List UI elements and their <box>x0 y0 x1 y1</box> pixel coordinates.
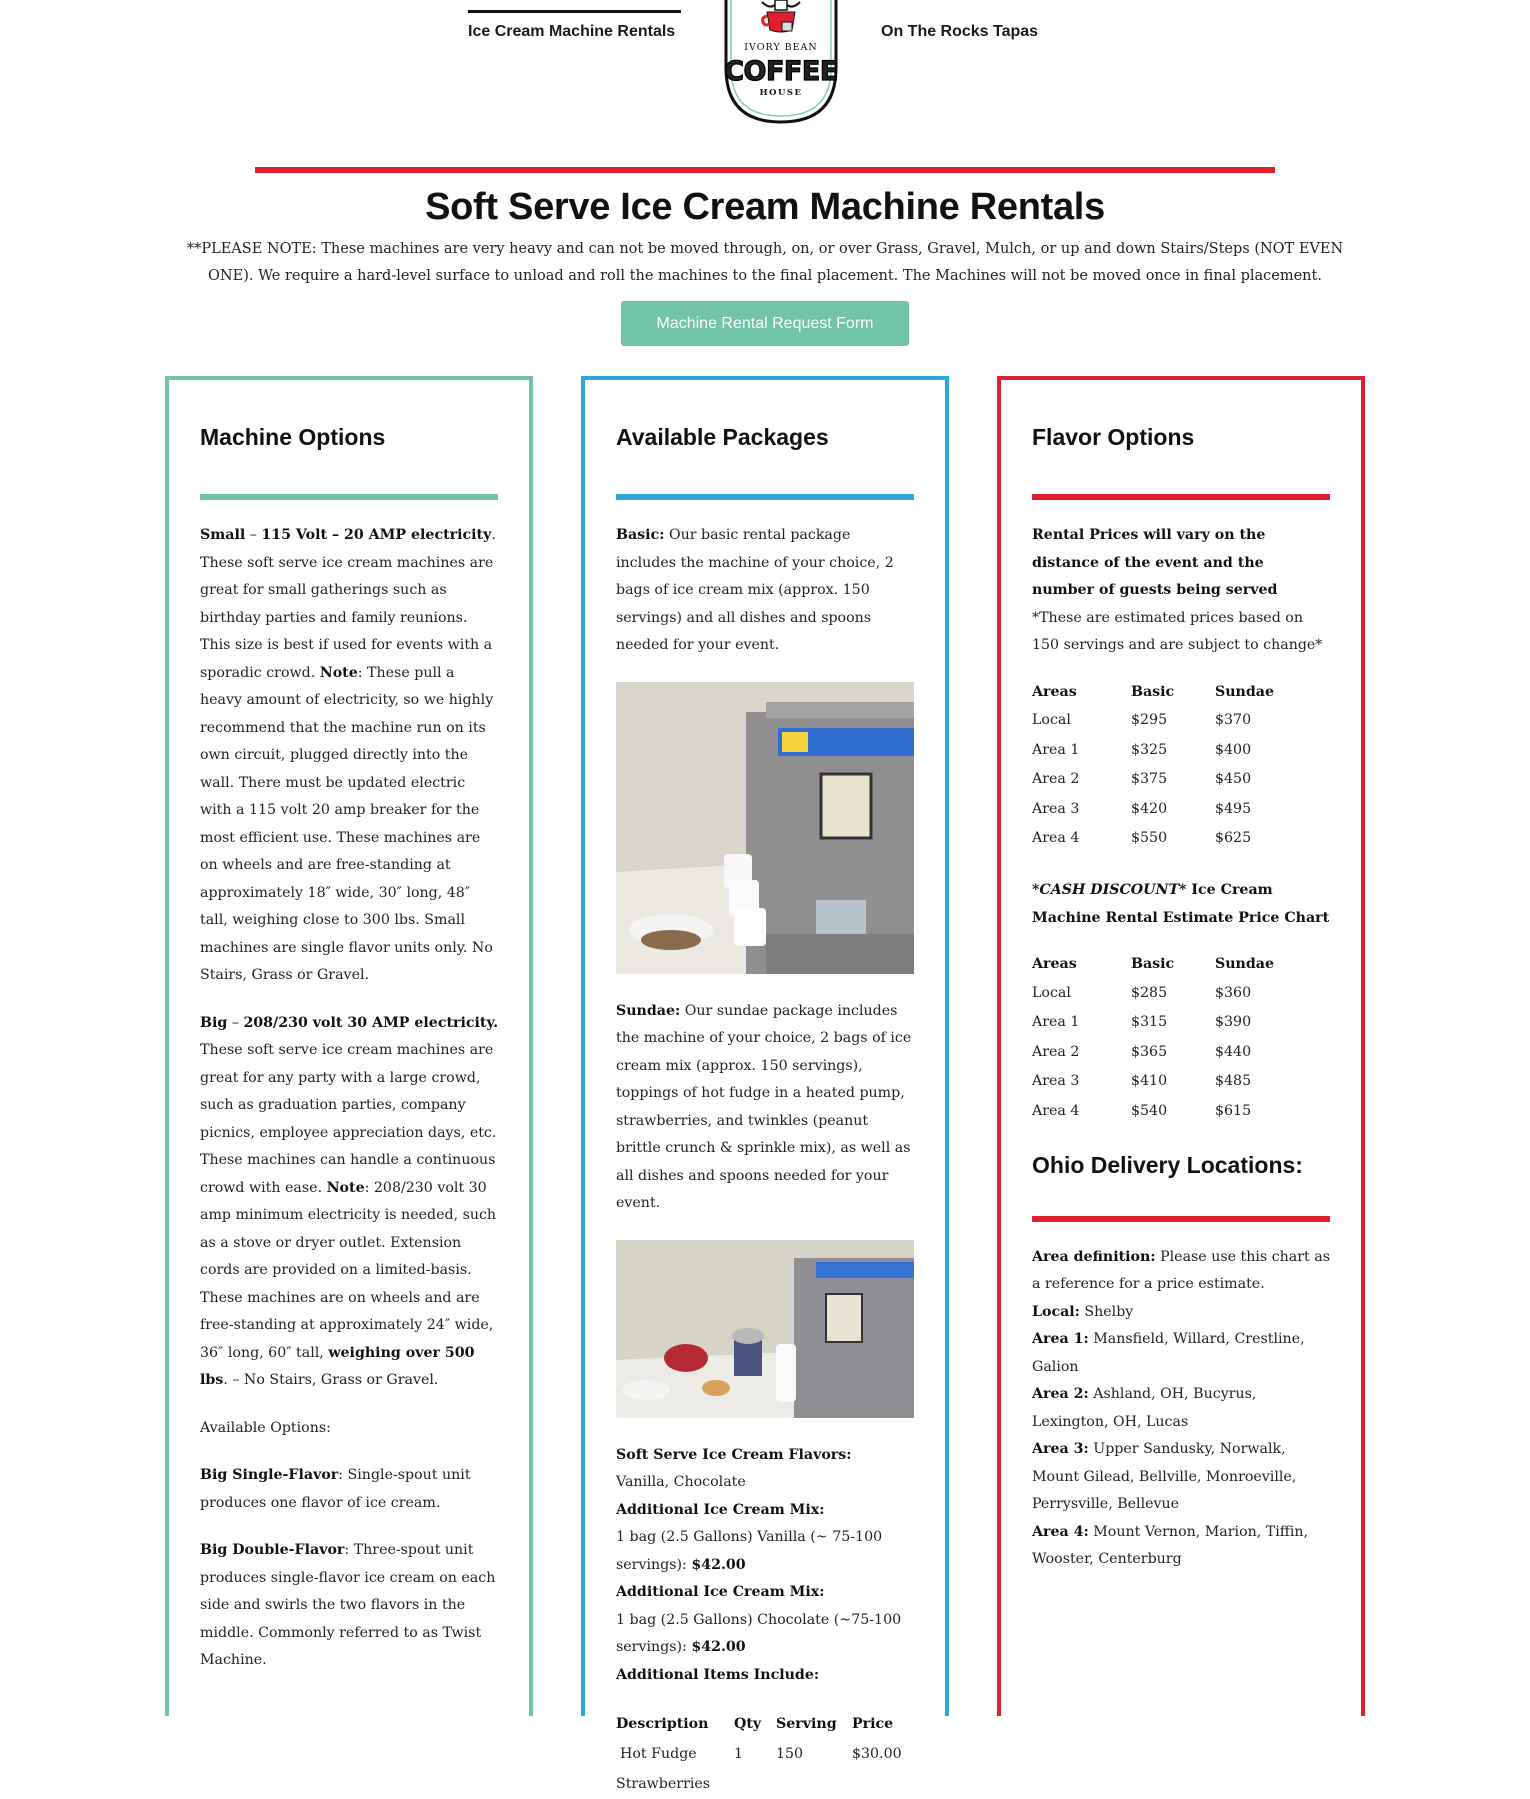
table-header-row: Areas Basic Sundae <box>1032 683 1275 700</box>
table-row: Local $285 $360 <box>1032 984 1252 1001</box>
coffee-cup-icon <box>718 0 844 124</box>
additional-items-table <box>616 1709 914 1799</box>
standard-price-table <box>1032 678 1330 854</box>
single-flavor-option: Big Single-Flavor: Single-spout unit produces one flavor of ice cream. <box>200 1467 471 1511</box>
sundae-package-description: Sundae: Our sundae package includes the machine of your choice, 2 bags of ice cream mix (approx. 150 servings), toppings of hot fudge in a heated pump, strawberries, and twinkles (peanut brittle crunch & sprinkle mix), as well as all dishes and spoons needed for your event. <box>616 1002 912 1211</box>
small-machine-description: Small – 115 Volt – 20 AMP electricity. These soft serve ice cream machines are great for small gatherings such as birthday parties and family reunions. This size is best if used for events with a sporadic crowd. Note: These pull a heavy amount of electricity, so we highly recommend that the machine run on its own circuit, plugged directly into the wall. There must be updated electric with a 115 volt 20 amp breaker for the most efficient use. These machines are on wheels and are free-standing at approximately 18″ wide, 30″ long, 48″ tall, weighing close to 300 lbs. Small machines are single flavor units only. No Stairs, Grass or Gravel. <box>200 527 496 983</box>
section-heading: Available Packages <box>616 424 829 450</box>
table-row: Area 1 $315 $390 <box>1032 1014 1252 1031</box>
flavors-label: Soft Serve Ice Cream Flavors: <box>616 1446 852 1463</box>
divider <box>200 494 498 500</box>
divider <box>1032 494 1330 500</box>
available-options-label: Available Options: <box>200 1419 331 1436</box>
location-area-2: Area 2: Ashland, OH, Bucyrus, Lexington, OH, Lucas <box>1032 1386 1257 1430</box>
basic-package-photo <box>616 682 914 974</box>
svg-text:COFFEE: COFFEE <box>724 56 838 87</box>
section-heading: Machine Options <box>200 424 386 450</box>
location-area-3: Area 3: Upper Sandusky, Norwalk, Mount Gilead, Bellville, Monroeville, Perrysville, Bellevue <box>1032 1441 1297 1512</box>
nav-label: Ice Cream Machine Rentals <box>468 23 676 40</box>
svg-text:HOUSE: HOUSE <box>759 88 803 98</box>
nav-item-on-the-rocks[interactable] <box>881 0 1041 41</box>
page-title: Soft Serve Ice Cream Machine Rentals <box>425 186 1105 228</box>
cash-discount-heading: *CASH DISCOUNT* Ice Cream Machine Rental Estimate Price Chart <box>1032 882 1330 926</box>
basic-package-description: Basic: Our basic rental package includes the machine of your choice, 2 bags of ice cream mix (approx. 150 servings) and all dishes and spoons needed for your event. <box>616 527 894 653</box>
please-note-text: **PLEASE NOTE: These machines are very heavy and can not be moved through, on, or over Grass, Gravel, Mulch, or up and down Stairs/Steps (NOT EVEN ONE). We require a hard-level surface to unload and roll the machines to the final placement. The Machines will not be moved once in final placement. <box>186 241 1344 284</box>
mix1-description: 1 bag (2.5 Gallons) Vanilla (~ 75-100 servings): $42.00 <box>616 1529 883 1573</box>
big-machine-description: Big – 208/230 volt 30 AMP electricity. These soft serve ice cream machines are great for any party with a large crowd, such as graduation parties, company picnics, employee appreciation days, etc. These machines can handle a continuous crowd with ease. Note: 208/230 volt 30 amp minimum electricity is needed, such as a stove or dryer outlet. Extension cords are provided on a limited-basis. These machines are on wheels and are free-standing at approximately 24″ wide, 36″ long, 60″ tall, weighing over 500 lbs. – No Stairs, Grass or Gravel. <box>200 1014 499 1388</box>
machine-options-card <box>165 376 533 1716</box>
delivery-locations-heading: Ohio Delivery Locations: <box>1032 1151 1303 1178</box>
mix2-label: Additional Ice Cream Mix: <box>616 1584 825 1600</box>
sundae-package-photo <box>616 1240 914 1418</box>
available-packages-card <box>581 376 949 1792</box>
double-flavor-option: Big Double-Flavor: Three-spout unit produces single-flavor ice cream on each side and swirls the two flavors in the middle. Commonly referred to as Twist Machine. <box>200 1542 496 1668</box>
mix2-description: 1 bag (2.5 Gallons) Chocolate (~75-100 servings): $42.00 <box>616 1611 902 1655</box>
additional-items-label: Additional Items Include: <box>616 1666 820 1683</box>
table-row: Area 2 $375 $450 <box>1032 771 1252 788</box>
table-row: Area 4 $540 $615 <box>1032 1102 1252 1119</box>
flavors-list: Vanilla, Chocolate <box>616 1474 746 1490</box>
divider <box>1032 1216 1330 1222</box>
active-indicator <box>468 10 681 13</box>
nav-item-ice-cream-rentals[interactable] <box>468 0 681 41</box>
location-area-4: Area 4: Mount Vernon, Marion, Tiffin, Wooster, Centerburg <box>1032 1523 1309 1567</box>
svg-text:IVORY BEAN: IVORY BEAN <box>744 42 818 53</box>
section-heading: Flavor Options <box>1032 424 1195 450</box>
location-area-1: Area 1: Mansfield, Willard, Crestline, Galion <box>1032 1331 1305 1375</box>
machine-rental-request-button[interactable]: Machine Rental Request Form <box>621 301 909 346</box>
table-row: Area 1 $325 $400 <box>1032 741 1252 758</box>
table-row: Area 2 $365 $440 <box>1032 1043 1252 1060</box>
table-row: Local $295 $370 <box>1032 712 1252 729</box>
cash-discount-price-table <box>1032 950 1330 1126</box>
mix1-label: Additional Ice Cream Mix: <box>616 1501 825 1518</box>
pricing-note: *These are estimated prices based on 150 servings and are subject to change* <box>1032 609 1323 653</box>
divider <box>616 494 914 500</box>
table-row: Strawberries <box>616 1776 711 1792</box>
area-definition: Area definition: Please use this chart as a reference for a price estimate. <box>1032 1248 1330 1292</box>
divider <box>255 167 1275 173</box>
flavor-options-card <box>997 376 1365 1716</box>
table-row: Hot Fudge 1 150 $30.00 <box>620 1746 902 1762</box>
table-header-row: Description Qty Serving Price <box>616 1716 894 1732</box>
table-row: Area 3 $420 $495 <box>1032 800 1252 817</box>
ivory-bean-logo[interactable] <box>718 0 844 124</box>
table-header-row: Areas Basic Sundae <box>1032 956 1275 972</box>
table-row: Area 3 $410 $485 <box>1032 1073 1252 1090</box>
table-row: Area 4 $550 $625 <box>1032 830 1252 847</box>
nav-label: On The Rocks Tapas <box>881 23 1039 40</box>
location-local: Local: Shelby <box>1032 1303 1134 1320</box>
pricing-intro: Rental Prices will vary on the distance of the event and the number of guests being served <box>1032 527 1278 598</box>
